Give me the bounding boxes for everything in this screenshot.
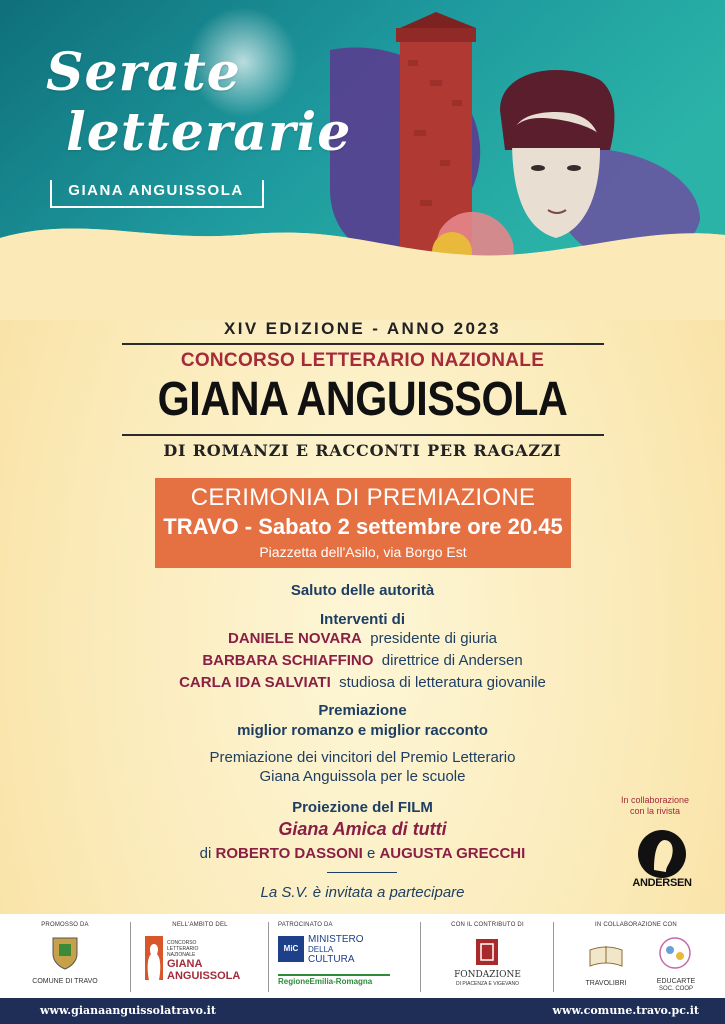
footer-separator <box>553 922 554 992</box>
contrib-sub: DI PIACENZA E VIGEVANO <box>456 981 519 987</box>
patron-mic-icon: MiC <box>278 936 304 962</box>
speaker-row <box>0 630 725 647</box>
partner-1: TRAVOLIBRI <box>585 980 627 987</box>
ceremony-title: CERIMONIA DI PREMIAZIONE <box>190 484 536 511</box>
footer-contrib <box>425 914 550 998</box>
footer-separator <box>130 922 131 992</box>
patron-ministry-3: CULTURA <box>308 954 355 965</box>
contest-title: CONCORSO LETTERARIO NAZIONALE <box>180 350 545 371</box>
collab-line-1: In collaborazione <box>620 795 690 805</box>
logo-line-1: Serate <box>46 42 241 103</box>
rule-top <box>122 343 604 345</box>
contrib-name: FONDAZIONE <box>454 970 521 980</box>
partner-2-line-1: EDUCARTE <box>656 978 696 985</box>
collab-text <box>600 795 710 817</box>
ceremony-when: TRAVO - Sabato 2 settembre ore 20.45 <box>163 514 563 539</box>
speaker-row <box>0 674 725 691</box>
travo-crest-icon <box>50 934 80 970</box>
award-subtitle: miglior romanzo e miglior racconto <box>237 722 488 739</box>
film-by: di <box>199 845 212 862</box>
speaker-role: studiosa di letteratura giovanile <box>339 674 546 691</box>
ceremony-where: Piazzetta dell'Asilo, via Borgo Est <box>259 544 467 560</box>
within-big-1: GIANA <box>167 958 203 970</box>
promoted-name: COMUNE DI TRAVO <box>32 978 98 985</box>
partner-label: IN COLLABORAZIONE CON <box>595 922 677 928</box>
footer-partners <box>556 914 716 998</box>
film-name: Giana Amica di tutti <box>278 819 447 839</box>
speaker-name: BARBARA SCHIAFFINO <box>202 652 374 669</box>
contrib-label: CON IL CONTRIBUTO DI <box>451 922 524 928</box>
rule-bottom <box>122 434 604 436</box>
director-1: ROBERTO DASSONI <box>215 845 363 862</box>
partner-2-line-2: SOC. COOP <box>658 986 693 992</box>
giana-silhouette-icon <box>145 936 163 980</box>
footer-within <box>135 914 265 998</box>
footer-separator <box>420 922 421 992</box>
website-link[interactable]: www.gianaanguissolatravo.it <box>40 1004 216 1017</box>
school-award-line-1: Premiazione dei vincitori del Premio Letterario <box>209 749 516 766</box>
logo-line-2: letterarie <box>66 102 352 163</box>
footer-promoted <box>20 914 110 998</box>
andersen-label: ANDERSEN <box>632 877 692 889</box>
invite-line: La S.V. è invitata a partecipare <box>260 884 465 901</box>
film-name-row <box>0 819 725 840</box>
contest-name: GIANA ANGUISSOLA <box>157 373 568 426</box>
within-small: CONCORSO LETTERARIO NAZIONALE <box>167 940 199 958</box>
speaker-name: DANIELE NOVARA <box>228 630 362 647</box>
award-title: Premiazione <box>318 702 407 719</box>
logo-subtitle: GIANA ANGUISSOLA <box>68 182 244 199</box>
bottom-url-bar <box>0 998 725 1024</box>
film-and: e <box>366 845 376 862</box>
film-directors <box>0 845 725 862</box>
speaker-role: presidente di giuria <box>370 630 497 647</box>
municipality-link[interactable]: www.comune.travo.pc.it <box>552 1004 699 1017</box>
educarte-circle-icon <box>658 936 692 970</box>
speeches-title: Interventi di <box>319 611 405 628</box>
patron-label: PATROCINATO DA <box>278 922 333 928</box>
school-award-line-2: Giana Anguissola per le scuole <box>259 768 466 785</box>
serate-letterarie-logo <box>40 32 352 212</box>
short-divider <box>327 872 397 873</box>
ceremony-box <box>155 478 571 568</box>
open-book-icon <box>588 942 624 970</box>
patron-ministry-2: DELLA <box>308 945 334 954</box>
within-big-2: ANGUISSOLA <box>167 970 241 982</box>
speaker-name: CARLA IDA SALVIATI <box>179 674 331 691</box>
contest-subtitle: DI ROMANZI E RACCONTI PER RAGAZZI <box>163 441 562 460</box>
within-label: NELL'AMBITO DEL <box>172 922 228 928</box>
greeting: Saluto delle autorità <box>290 582 435 599</box>
patron-region: RegioneEmilia-Romagna <box>278 974 390 986</box>
fondazione-emblem-icon <box>475 938 499 966</box>
footer-sponsors <box>0 914 725 998</box>
footer-separator <box>268 922 269 992</box>
speaker-row <box>0 652 725 669</box>
director-2: AUGUSTA GRECCHI <box>379 845 526 862</box>
patron-ministry-1: MINISTERO <box>308 934 364 945</box>
promoted-label: PROMOSSO DA <box>41 922 89 928</box>
footer-patron <box>272 914 417 998</box>
film-title: Proiezione del FILM <box>292 799 433 816</box>
edition-line: XIV EDIZIONE - ANNO 2023 <box>223 319 502 338</box>
collab-line-2: con la rivista <box>629 806 681 816</box>
speaker-role: direttrice di Andersen <box>381 652 523 669</box>
